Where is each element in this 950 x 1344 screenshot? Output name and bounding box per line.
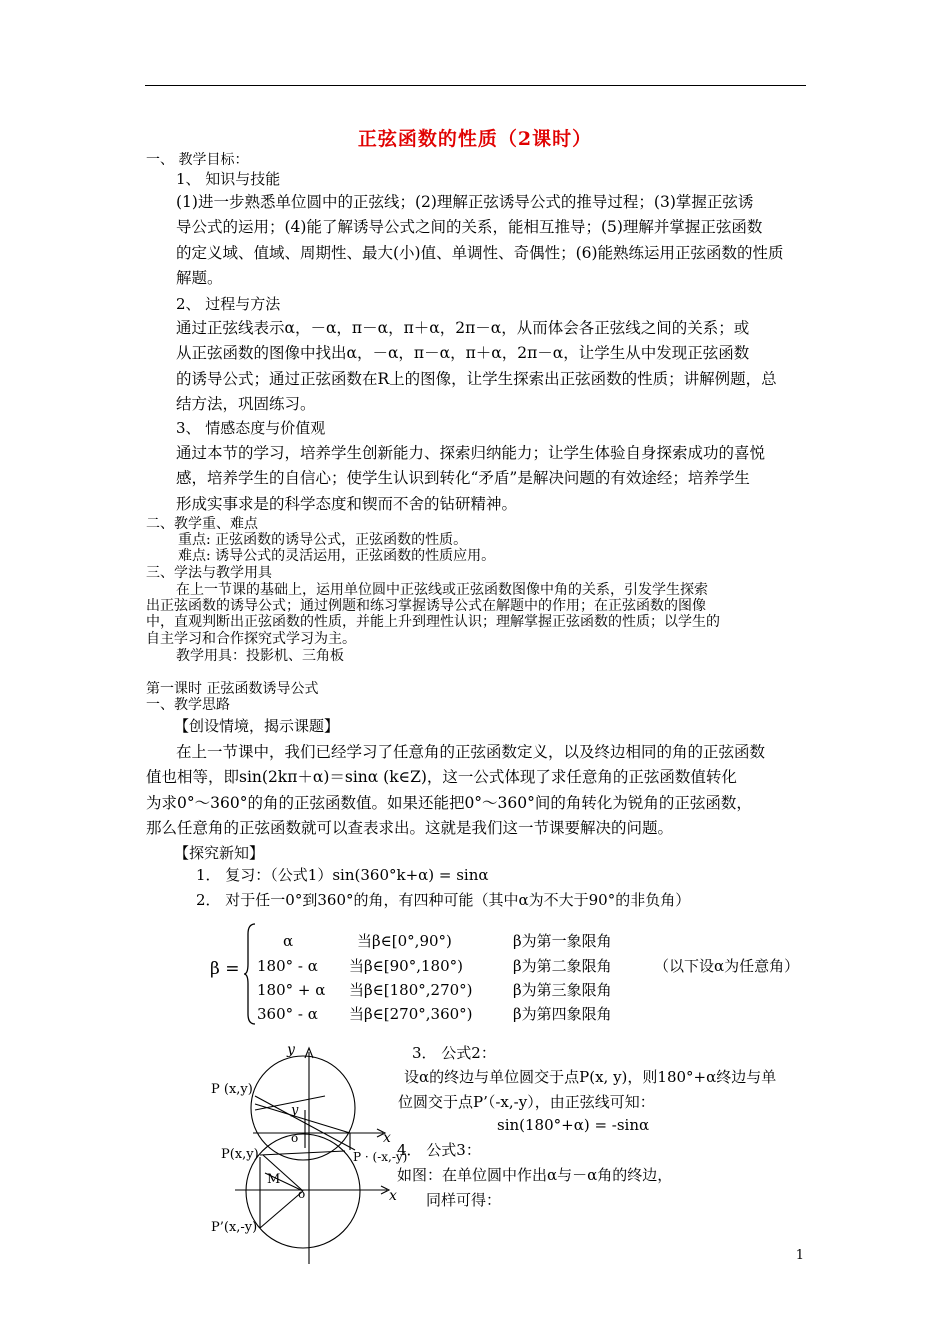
text-line: 为求0°～360°的角的正弦函数值。如果还能把0°～360°间的角转化为锐角的正弦函数， (146, 794, 752, 812)
case-cond: 当β∈[270°,360°) (349, 1005, 473, 1023)
text-line: 如图：在单位圆中作出α与－α角的终边， (397, 1166, 673, 1184)
case-expr: 180° + α (257, 981, 326, 999)
subheading: 2、 过程与方法 (176, 295, 281, 313)
text-line: 自主学习和合作探究式学习为主。 (146, 631, 356, 647)
section-heading: 三、学法与教学用具 (146, 565, 272, 581)
lesson-heading: 第一课时 正弦函数诱导公式 (146, 681, 319, 697)
text-line: 形成实事求是的科学态度和锲而不舍的钻研精神。 (176, 495, 518, 513)
case-cond: 当β∈[0°,90°) (357, 932, 452, 950)
text-line: 设α的终边与单位圆交于点P(x, y)，则180°+α终边与单 (404, 1068, 777, 1086)
text-line: 难点: 诱导公式的灵活运用，正弦函数的性质应用。 (178, 548, 496, 564)
case-note: （以下设α为任意角） (654, 957, 800, 975)
case-cond: 当β∈[180°,270°) (349, 981, 473, 999)
text-line: 重点: 正弦函数的诱导公式，正弦函数的性质。 (178, 532, 468, 548)
text-line: 位圆交于点P’（-x,-y），由正弦线可知： (398, 1093, 655, 1111)
case-quadrant: β为第三象限角 (513, 981, 612, 999)
cases-lhs: β = (210, 959, 240, 979)
header-rule (145, 85, 806, 86)
label-m: M (267, 1172, 281, 1187)
text-line: 那么任意角的正弦函数就可以查表求出。这就是我们这一节课要解决的问题。 (146, 819, 674, 837)
case-quadrant: β为第四象限角 (513, 1005, 612, 1023)
label-x-upper: x (383, 1130, 391, 1146)
case-expr: α (283, 932, 294, 950)
label-p-prime-bottom: P’(x,-y) (211, 1220, 258, 1235)
section-heading: 一、 教学目标： (146, 152, 249, 168)
case-expr: 180° - α (257, 957, 318, 975)
text-line: 导公式的运用；(4)能了解诱导公式之间的关系，能相互推导；(5)理解并掌握正弦函数 (176, 218, 763, 236)
formula-line: sin(180°+α) = -sinα (497, 1116, 650, 1134)
label-y-main: y (287, 1042, 295, 1058)
subheading: 3、 情感态度与价值观 (176, 419, 326, 437)
case-quadrant: β为第二象限角 (513, 957, 612, 975)
label-y-small: y (291, 1103, 299, 1118)
page-number: 1 (795, 1248, 804, 1263)
text-line: 教学用具：投影机、三角板 (176, 648, 344, 664)
text-line: 4． 公式3： (397, 1141, 481, 1159)
case-quadrant: β为第一象限角 (513, 932, 612, 950)
text-line: (1)进一步熟悉单位圆中的正弦线；(2)理解正弦诱导公式的推导过程；(3)掌握正弦诱 (176, 193, 754, 211)
label-p-prime-right: P · (-x,-y) (353, 1150, 408, 1164)
subheading: 1、 知识与技能 (176, 170, 281, 188)
text-line: 在上一节课的基础上，运用单位圆中正弦线或正弦函数图像中角的关系，引发学生探索 (176, 582, 708, 598)
text-line: 值也相等，即sin(2kπ＋α)＝sinα (k∈Z)，这一公式体现了求任意角的正弦函数值转化 (146, 768, 737, 786)
section-heading: 一、教学思路 (146, 697, 230, 713)
text-line: 解题。 (176, 269, 223, 287)
label-p-mid: P(x,y) (221, 1147, 259, 1162)
text-line: 出正弦函数的诱导公式；通过例题和练习掌握诱导公式在解题中的作用；在正弦函数的图像 (146, 598, 706, 614)
text-line: 3． 公式2： (412, 1044, 496, 1062)
unit-circle-figure (205, 1038, 415, 1268)
bracket-heading: 【创设情境，揭示课题】 (174, 717, 340, 735)
text-line: 2． 对于任一0°到360°的角，有四种可能（其中α为不大于90°的非负角） (196, 891, 691, 909)
section-heading: 二、教学重、难点 (146, 516, 258, 532)
label-x-lower: x (389, 1188, 397, 1204)
page-title: 正弦函数的性质（2课时） (357, 128, 593, 150)
text-line: 在上一节课中，我们已经学习了任意角的正弦函数定义，以及终边相同的角的正弦函数 (176, 743, 766, 761)
text-line: 同样可得： (426, 1191, 502, 1209)
text-line: 中，直观判断出正弦函数的性质，并能上升到理性认识；理解掌握正弦函数的性质；以学生的 (146, 614, 720, 630)
label-p-top: P (x,y) (211, 1082, 253, 1097)
text-line: 感，培养学生的自信心；使学生认识到转化“矛盾”是解决问题的有效途经；培养学生 (176, 469, 750, 487)
label-origin-lower: o (298, 1187, 306, 1201)
bracket-heading: 【探究新知】 (174, 844, 265, 862)
label-origin-upper: o (291, 1131, 299, 1145)
text-line: 通过本节的学习，培养学生创新能力、探索归纳能力；让学生体验自身探索成功的喜悦 (176, 444, 766, 462)
text-line: 的诱导公式；通过正弦函数在R上的图像，让学生探索出正弦函数的性质；讲解例题，总 (176, 370, 777, 388)
cases-brace (243, 922, 257, 1026)
text-line: 的定义域、值域、周期性、最大(小)值、单调性、奇偶性；(6)能熟练运用正弦函数的性质 (176, 244, 784, 262)
text-line: 结方法，巩固练习。 (176, 395, 316, 413)
text-line: 从正弦函数的图像中找出α，－α，π－α，π＋α，2π－α，让学生从中发现正弦函数 (176, 344, 750, 362)
case-expr: 360° - α (257, 1005, 318, 1023)
text-line: 通过正弦线表示α，－α，π－α，π＋α，2π－α，从而体会各正弦线之间的关系；或 (176, 319, 750, 337)
text-line: 1． 复习：（公式1）sin(360°k+α) = sinα (196, 866, 489, 884)
case-cond: 当β∈[90°,180°) (349, 957, 463, 975)
